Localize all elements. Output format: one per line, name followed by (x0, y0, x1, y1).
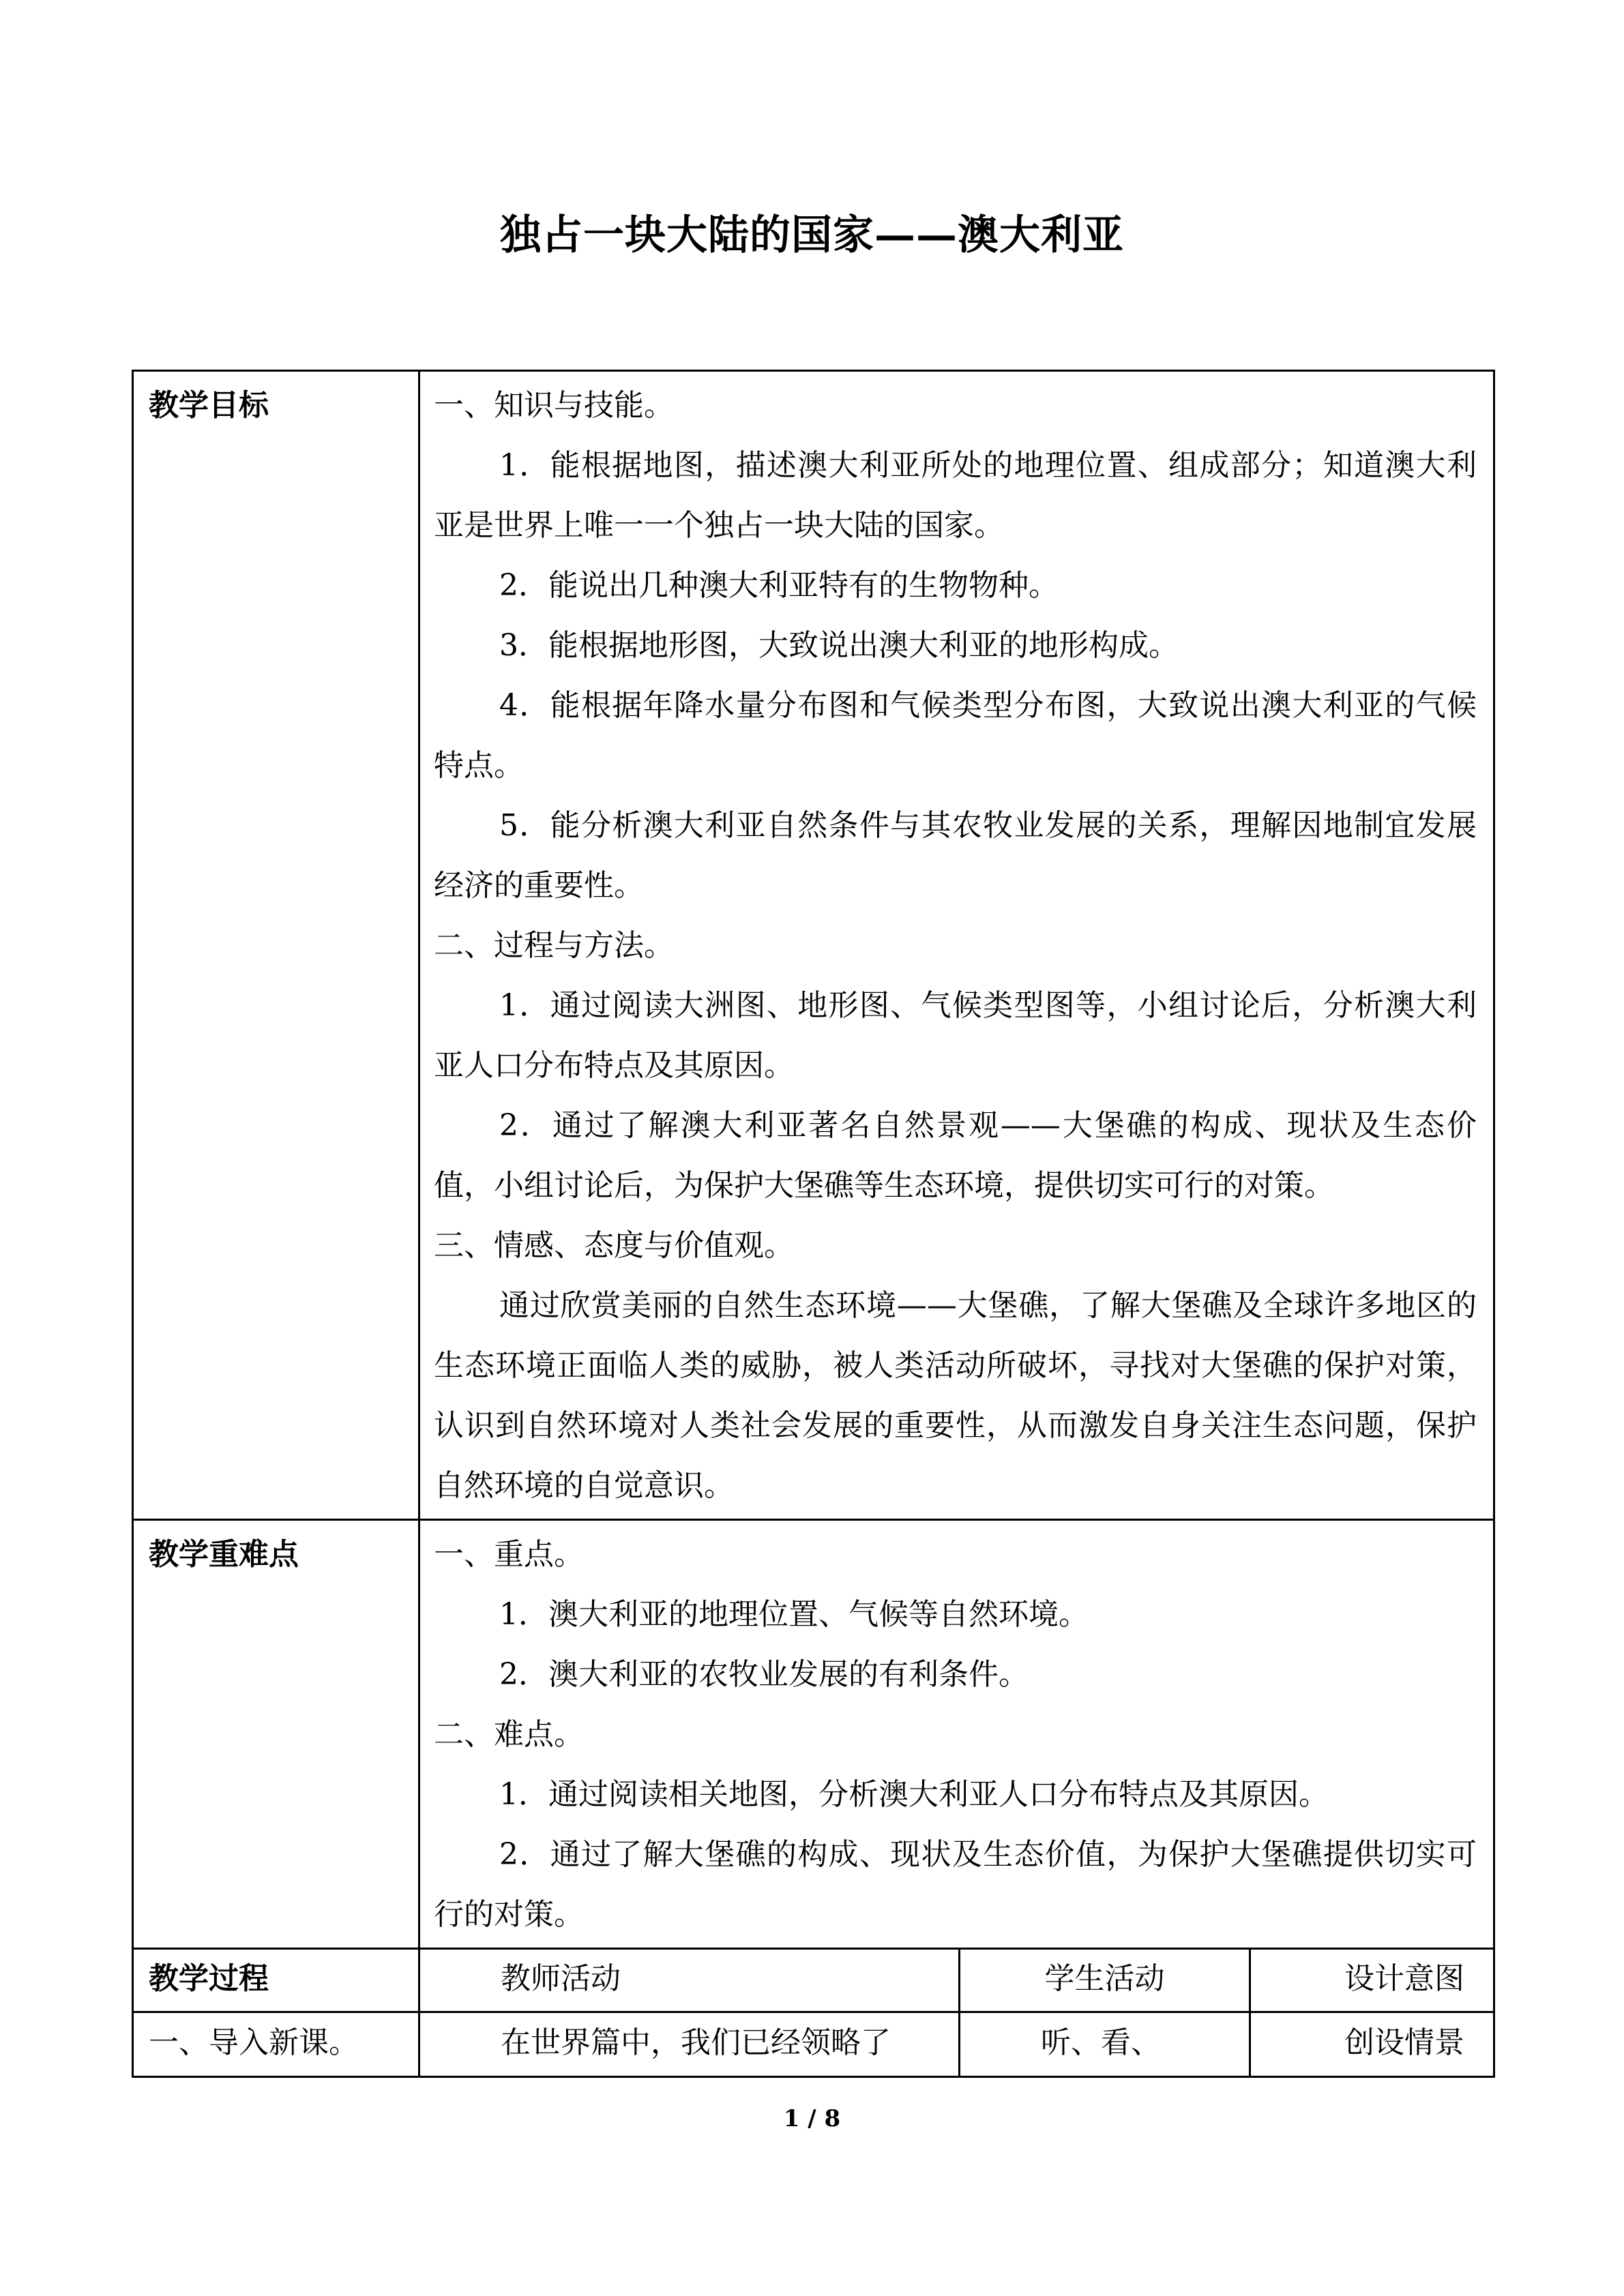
objective-paragraph: 2．能说出几种澳大利亚特有的生物物种。 (499, 568, 1059, 603)
key-point-paragraph: 1．澳大利亚的地理位置、气候等自然环境。 (499, 1597, 1089, 1632)
process-header-row (133, 1949, 1494, 2012)
objective-paragraph: 三、情感、态度与价值观。 (434, 1228, 794, 1263)
objective-paragraph: 1．通过阅读大洲图、地形图、气候类型图等，小组讨论后，分析澳大利亚人口分布特点及其原因。 (434, 988, 1477, 1083)
objective-paragraph: 二、过程与方法。 (434, 928, 674, 963)
key-points-row (133, 1520, 1494, 1949)
design-intent-header: 设计意图 (1250, 1949, 1494, 2012)
objective-paragraph: 5．能分析澳大利亚自然条件与其农牧业发展的关系，理解因地制宜发展经济的重要性。 (434, 808, 1477, 903)
objectives-content (419, 371, 1494, 1520)
teacher-activity-intro: 在世界篇中，我们已经领略了 (419, 2012, 960, 2077)
key-point-paragraph: 1．通过阅读相关地图，分析澳大利亚人口分布特点及其原因。 (499, 1777, 1329, 1812)
key-point-paragraph: 二、难点。 (434, 1717, 584, 1752)
student-activity-header: 学生活动 (960, 1949, 1250, 2012)
key-point-paragraph: 2．通过了解大堡礁的构成、现状及生态价值，为保护大堡礁提供切实可行的对策。 (434, 1837, 1477, 1932)
student-activity-intro: 听、看、 (960, 2012, 1250, 2077)
key-point-paragraph: 2．澳大利亚的农牧业发展的有利条件。 (499, 1657, 1029, 1692)
stage-intro: 一、导入新课。 (133, 2012, 419, 2077)
key-points-label: 教学重难点 (133, 1520, 419, 1949)
objective-paragraph: 一、知识与技能。 (434, 388, 674, 423)
objective-paragraph: 1．能根据地图，描述澳大利亚所处的地理位置、组成部分；知道澳大利亚是世界上唯一一个独占一块大陆的国家。 (434, 448, 1477, 543)
objectives-label: 教学目标 (133, 371, 419, 1520)
process-label: 教学过程 (133, 1949, 419, 2012)
design-intent-intro: 创设情景 (1250, 2012, 1494, 2077)
objective-paragraph: 2．通过了解澳大利亚著名自然景观——大堡礁的构成、现状及生态价值，小组讨论后，为保护大堡礁等生态环境，提供切实可行的对策。 (434, 1108, 1477, 1203)
page-number: 1 / 8 (783, 2105, 841, 2132)
key-points-content (419, 1520, 1494, 1949)
objectives-row (133, 371, 1494, 1520)
objective-paragraph: 通过欣赏美丽的自然生态环境——大堡礁，了解大堡礁及全球许多地区的生态环境正面临人类的威胁，被人类活动所破坏，寻找对大堡礁的保护对策，认识到自然环境对人类社会发展的重要性，从而激发自身关注生态问题，保护自然环境的自觉意识。 (434, 1288, 1477, 1503)
objective-paragraph: 4．能根据年降水量分布图和气候类型分布图，大致说出澳大利亚的气候特点。 (434, 688, 1477, 783)
lesson-plan-table (132, 370, 1495, 2078)
page-title: 独占一块大陆的国家——澳大利亚 (500, 211, 1124, 259)
objective-paragraph: 3．能根据地形图，大致说出澳大利亚的地形构成。 (499, 628, 1179, 663)
key-point-paragraph: 一、重点。 (434, 1537, 584, 1572)
process-row-intro (133, 2012, 1494, 2077)
teacher-activity-header: 教师活动 (419, 1949, 960, 2012)
